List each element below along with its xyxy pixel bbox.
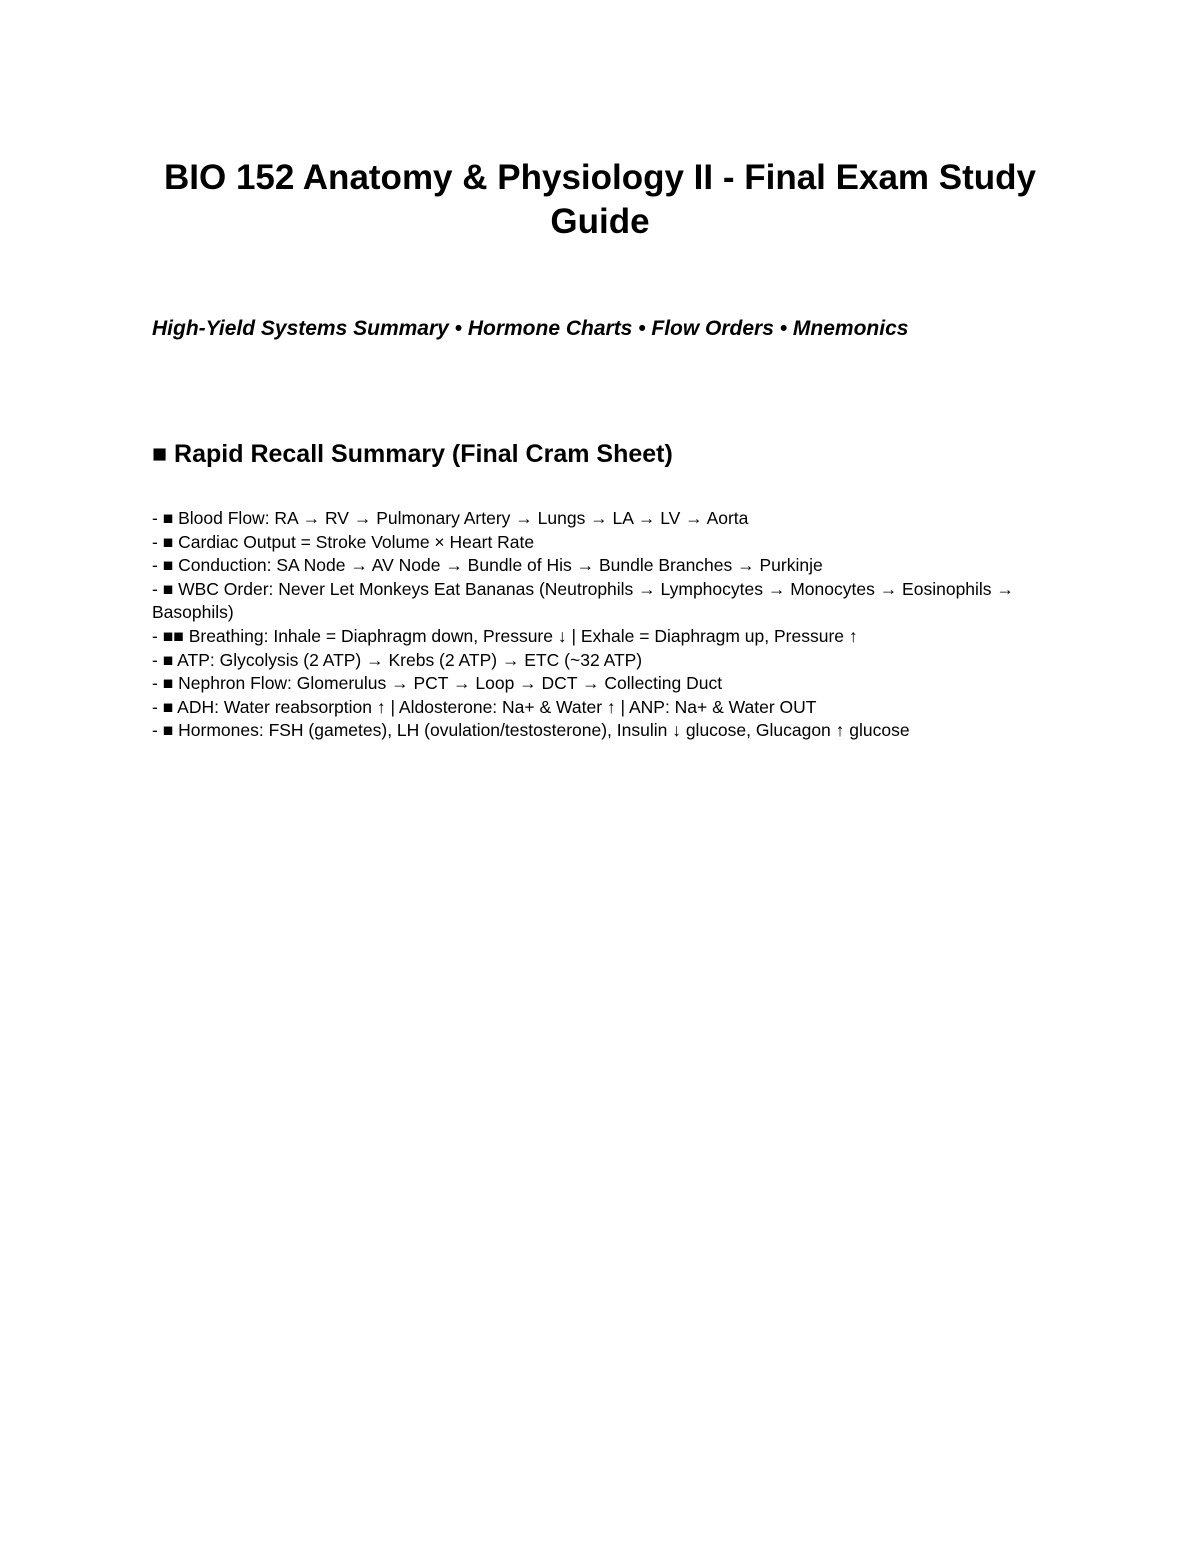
list-item: - ■ WBC Order: Never Let Monkeys Eat Bananas (Neutrophils → Lymphocytes → Monocytes → Eosinophils → Basophils) xyxy=(152,578,1014,623)
list-item: - ■ Cardiac Output = Stroke Volume × Heart Rate xyxy=(152,531,535,552)
document-subtitle: High-Yield Systems Summary • Hormone Charts • Flow Orders • Mnemonics xyxy=(152,317,909,340)
list-item: - ■ ATP: Glycolysis (2 ATP) → Krebs (2 ATP) → ETC (~32 ATP) xyxy=(152,649,643,670)
list-item: - ■ ADH: Water reabsorption ↑ | Aldosterone: Na+ & Water ↑ | ANP: Na+ & Water OUT xyxy=(152,696,817,717)
list-item: - ■ Hormones: FSH (gametes), LH (ovulation/testosterone), Insulin ↓ glucose, Glucagon ↑ glucose xyxy=(152,720,910,741)
list-item: - ■ Blood Flow: RA → RV → Pulmonary Artery → Lungs → LA → LV → Aorta xyxy=(152,508,749,528)
document-title: BIO 152 Anatomy & Physiology II - Final Exam Study Guide xyxy=(164,158,1036,241)
list-item: - ■ Nephron Flow: Glomerulus → PCT → Loop → DCT → Collecting Duct xyxy=(152,673,723,694)
list-item: - ■ Conduction: SA Node → AV Node → Bundle of His → Bundle Branches → Purkinje xyxy=(152,555,823,576)
section-heading: ■ Rapid Recall Summary (Final Cram Sheet) xyxy=(152,440,673,468)
list-item: - ■■ Breathing: Inhale = Diaphragm down, Pressure ↓ | Exhale = Diaphragm up, Pressure ↑ xyxy=(152,625,858,646)
summary-list xyxy=(152,507,1032,743)
